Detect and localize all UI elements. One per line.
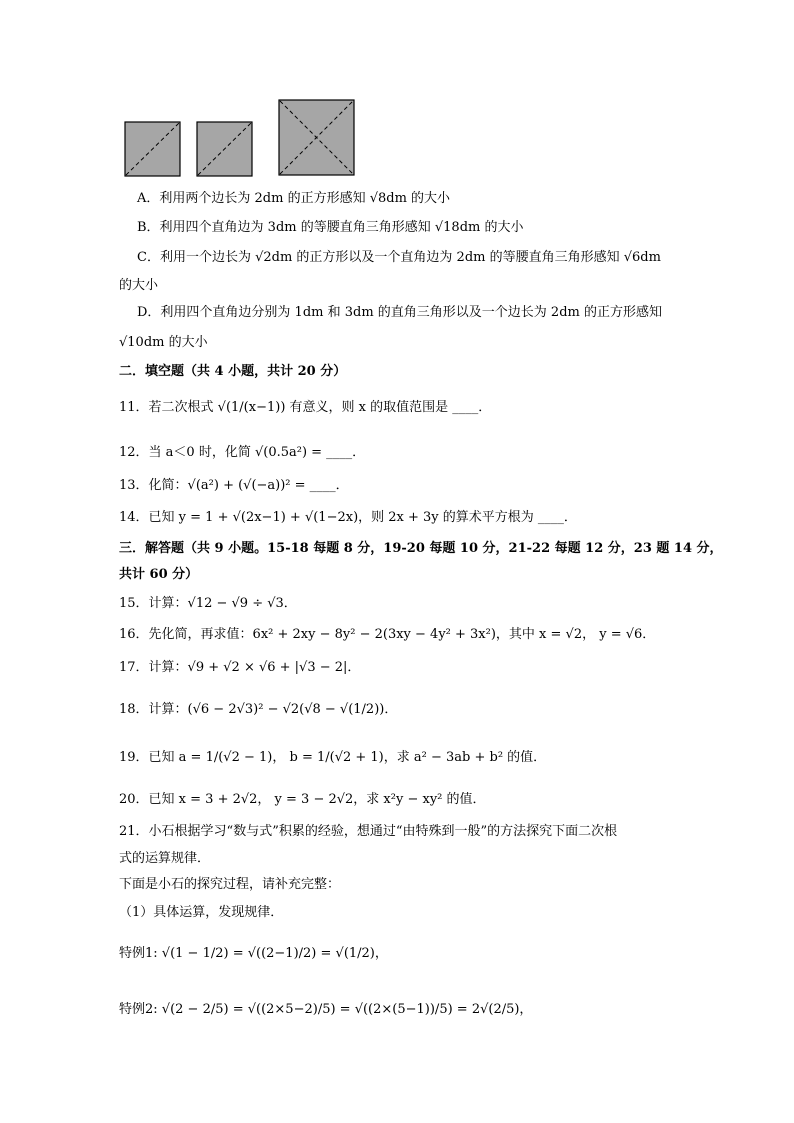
question-20: 20．已知 x = 3 + 2√2， y = 3 − 2√2，求 x²y − xy² 的值．: [119, 792, 486, 807]
square-figure-1: [124, 121, 182, 177]
option-c-line1: C．利用一个边长为 √2dm 的正方形以及一个直角边为 2dm 的等腰直角三角形感知 √6dm: [137, 250, 661, 265]
question-21-line4: （1）具体运算，发现规律．: [119, 905, 284, 920]
question-21-example-2: 特例2: √(2 − 2/5) = √((2×5−2)/5) = √((2×(5−1))/5) = 2√(2/5)，: [119, 1002, 533, 1017]
question-18: 18．计算：(√6 − 2√3)² − √2(√8 − √(1/2))．: [119, 702, 398, 717]
question-21-line1: 21．小石根据学习“数与式”积累的经验，想通过“由特殊到一般”的方法探究下面二次根: [119, 824, 618, 839]
square-figure-3: [278, 99, 356, 177]
question-15: 15．计算：√12 − √9 ÷ √3．: [119, 596, 297, 611]
question-11: 11．若二次根式 √(1/(x−1)) 有意义，则 x 的取值范围是 ____．: [119, 400, 492, 415]
option-c-line2: 的大小: [119, 278, 159, 293]
question-19: 19．已知 a = 1/(√2 − 1)， b = 1/(√2 + 1)，求 a² − 3ab + b² 的值．: [119, 750, 547, 765]
question-13: 13．化简：√(a²) + (√(−a))² = ____．: [119, 478, 349, 493]
question-17: 17．计算：√9 + √2 × √6 + |√3 − 2|．: [119, 660, 361, 675]
square-figure-2: [196, 121, 254, 177]
option-d-line2: √10dm 的大小: [119, 335, 208, 350]
option-a: A．利用两个边长为 2dm 的正方形感知 √8dm 的大小: [137, 191, 451, 206]
question-14: 14．已知 y = 1 + √(2x−1) + √(1−2x)，则 2x + 3y 的算术平方根为 ____．: [119, 510, 577, 525]
section-2-title: 二．填空题（共 4 小题，共计 20 分）: [119, 364, 347, 379]
question-12: 12．当 a＜0 时，化简 √(0.5a²) = ____．: [119, 445, 366, 460]
option-d-line1: D．利用四个直角边分别为 1dm 和 3dm 的直角三角形以及一个边长为 2dm 的正方形感知: [137, 305, 662, 320]
question-21-example-1: 特例1: √(1 − 1/2) = √((2−1)/2) = √(1/2)，: [119, 946, 388, 961]
question-16: 16．先化简，再求值：6x² + 2xy − 8y² − 2(3xy − 4y² + 3x²)，其中 x = √2， y = √6．: [119, 627, 656, 642]
section-3-title-line1: 三．解答题（共 9 小题。15-18 每题 8 分，19-20 每题 10 分，21-22 每题 12 分，23 题 14 分，: [119, 541, 723, 556]
question-21-line3: 下面是小石的探究过程，请补充完整：: [119, 877, 341, 892]
section-3-title-line2: 共计 60 分）: [119, 567, 199, 582]
question-21-line2: 式的运算规律．: [119, 851, 211, 866]
option-b: B．利用四个直角边为 3dm 的等腰直角三角形感知 √18dm 的大小: [137, 220, 524, 235]
